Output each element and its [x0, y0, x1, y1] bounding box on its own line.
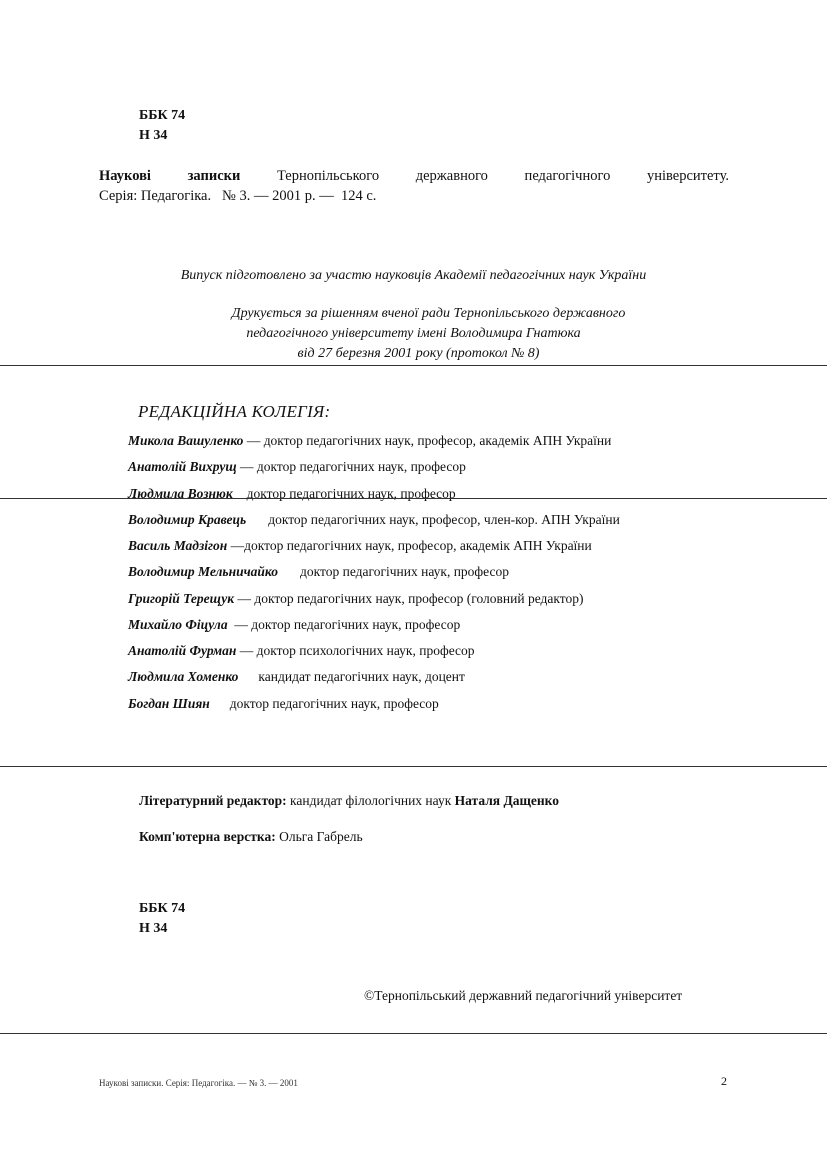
- member-separator: —: [236, 459, 257, 474]
- editorial-board-heading: РЕДАКЦІЙНА КОЛЕГІЯ:: [138, 402, 331, 421]
- member-separator: —: [236, 643, 257, 658]
- divider: [0, 1033, 827, 1034]
- board-member: [128, 668, 465, 686]
- board-member: [128, 511, 620, 529]
- layout-name: Ольга Габрель: [275, 829, 363, 844]
- board-member: [128, 590, 583, 608]
- member-role: доктор педагогічних наук, професор: [251, 617, 461, 632]
- divider: [0, 766, 827, 767]
- journal-title: Наукові записки: [99, 168, 241, 184]
- bibliographic-description: [99, 166, 729, 206]
- member-name: Микола Вашуленко: [128, 433, 244, 448]
- print-approval: [0, 304, 827, 364]
- board-member: [128, 695, 439, 713]
- member-role: доктор педагогічних наук, професор, академік АПН України: [263, 433, 612, 448]
- member-role: доктор педагогічних наук, професор, член-кор. АПН України: [268, 512, 620, 527]
- literary-editor-credit: [139, 793, 559, 809]
- board-member: [128, 432, 611, 450]
- member-role: доктор педагогічних наук, професор: [300, 564, 509, 579]
- member-role: доктор педагогічних наук, професор: [246, 486, 456, 501]
- bbk-author-mark: Н 34: [139, 921, 168, 936]
- board-member: [128, 537, 592, 555]
- member-separator: —: [227, 617, 252, 632]
- layout-label: Комп'ютерна верстка:: [139, 829, 276, 844]
- member-name: Богдан Шиян: [128, 696, 210, 711]
- board-member: [128, 563, 509, 581]
- member-role: доктор педагогічних наук, професор, академік АПН України: [244, 538, 592, 553]
- bbk-index: ББК 74: [139, 901, 186, 916]
- print-approval-line-3: від 27 березня 2001 року (протокол № 8): [297, 346, 540, 361]
- board-member: [128, 616, 460, 634]
- member-name: Володимир Мельничайко: [128, 564, 278, 579]
- member-role: доктор педагогічних наук, професор: [229, 696, 439, 711]
- bbk-code-bottom: [139, 899, 185, 939]
- description-line-1: [99, 166, 729, 186]
- member-name: Михайло Фіцула: [128, 617, 228, 632]
- member-name: Анатолій Фурман: [128, 643, 237, 658]
- member-name: Володимир Кравець: [128, 512, 247, 527]
- bbk-author-mark: Н 34: [139, 128, 168, 143]
- divider: [0, 498, 827, 499]
- member-role: доктор психологічних наук, професор: [256, 643, 475, 658]
- member-name: Анатолій Вихрущ: [128, 459, 237, 474]
- bbk-index: ББК 74: [139, 108, 186, 123]
- divider: [0, 365, 827, 366]
- member-separator: —: [243, 433, 264, 448]
- page-number: 2: [721, 1074, 727, 1088]
- prepared-note: Випуск підготовлено за участю науковців Академії педагогічних наук України: [180, 268, 647, 283]
- journal-publisher: Тернопільського державного педагогічного університету.: [240, 168, 729, 184]
- literary-editor-label: Літературний редактор:: [139, 793, 287, 808]
- member-separator: —: [234, 591, 255, 606]
- member-role: доктор педагогічних наук, професор (головний редактор): [254, 591, 584, 606]
- copyright-notice: ©Тернопільський державний педагогічний університет: [364, 988, 683, 1003]
- member-name: Василь Мадзігон: [128, 538, 228, 553]
- member-separator: —: [227, 538, 245, 553]
- layout-credit: [139, 829, 363, 845]
- print-approval-line-2: педагогічного університету імені Володимира Гнатюка: [246, 326, 581, 341]
- board-member: [128, 485, 456, 503]
- bbk-code-top: [139, 106, 185, 146]
- literary-editor-name: Наталя Дащенко: [454, 793, 560, 808]
- board-member: [128, 642, 475, 660]
- member-name: Григорій Терещук: [128, 591, 235, 606]
- member-name: Людмила Хоменко: [128, 669, 239, 684]
- member-role: доктор педагогічних наук, професор: [256, 459, 466, 474]
- running-footer: Наукові записки. Серія: Педагогіка. — № 3. — 2001: [99, 1078, 298, 1088]
- member-name: Людмила Вознюк: [128, 486, 233, 501]
- member-role: кандидат педагогічних наук, доцент: [258, 669, 465, 684]
- print-approval-line-1: Друкується за рішенням вченої ради Тернопільського державного: [231, 306, 626, 321]
- board-member: [128, 458, 466, 476]
- description-line-2: Серія: Педагогіка. № 3. — 2001 р. — 124 с.: [99, 188, 377, 204]
- literary-editor-degree: кандидат філологічних наук: [286, 793, 455, 808]
